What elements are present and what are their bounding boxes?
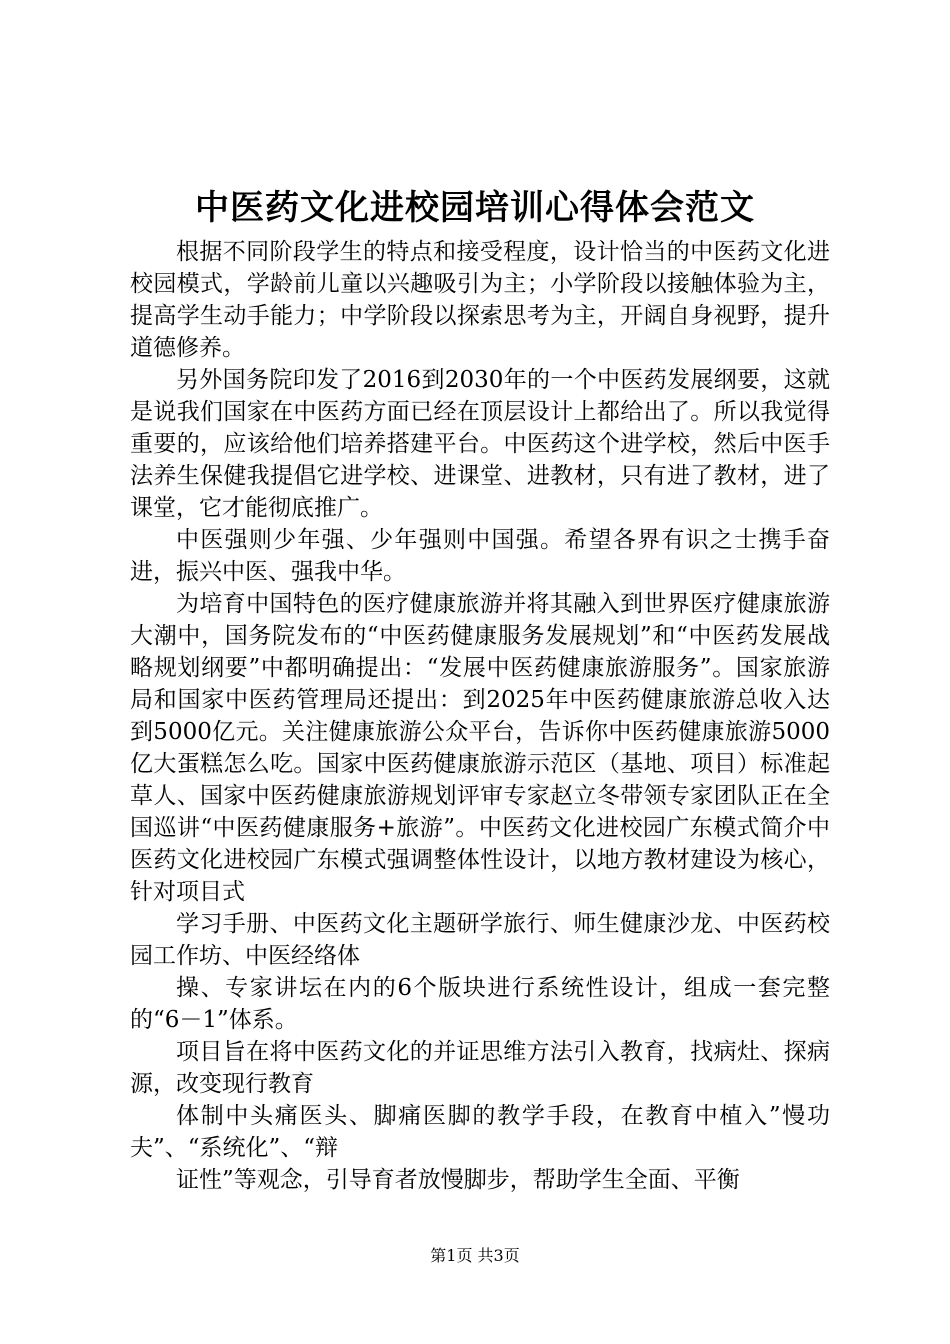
document-body bbox=[130, 236, 830, 1196]
paragraph: 根据不同阶段学生的特点和接受程度，设计恰当的中医药文化进校园模式，学龄前儿童以兴趣吸引为主；小学阶段以接触体验为主，提高学生动手能力；中学阶段以探索思考为主，开阔自身视野，提升道德修养。 bbox=[130, 239, 830, 361]
paragraph: 操、专家讲坛在内的6个版块进行系统性设计，组成一套完整的“6－1”体系。 bbox=[130, 975, 830, 1033]
page-number-footer: 第1页 共3页 bbox=[430, 1246, 520, 1265]
paragraph: 中医强则少年强、少年强则中国强。希望各界有识之士携手奋进，振兴中医、强我中华。 bbox=[130, 527, 830, 585]
paragraph: 学习手册、中医药文化主题研学旅行、师生健康沙龙、中医药校园工作坊、中医经络体 bbox=[130, 911, 830, 969]
document-title: 中医药文化进校园培训心得体会范文 bbox=[195, 188, 755, 228]
paragraph: 为培育中国特色的医疗健康旅游并将其融入到世界医疗健康旅游大潮中，国务院发布的“中医药健康服务发展规划”和“中医药发展战略规划纲要”中都明确提出：“发展中医药健康旅游服务”。国家旅游局和国家中医药管理局还提出：到2025年中医药健康旅游总收入达到5000亿元。关注健康旅游公众平台，告诉你中医药健康旅游5000亿大蛋糕怎么吃。国家中医药健康旅游示范区（基地、项目）标准起草人、国家中医药健康旅游规划评审专家赵立冬带领专家团队正在全国巡讲“中医药健康服务+旅游”。中医药文化进校园广东模式简介中医药文化进校园广东模式强调整体性设计，以地方教材建设为核心，针对项目式 bbox=[130, 591, 830, 905]
paragraph: 另外国务院印发了2016到2030年的一个中医药发展纲要，这就是说我们国家在中医药方面已经在顶层设计上都给出了。所以我觉得重要的，应该给他们培养搭建平台。中医药这个进学校，然后中医手法养生保健我提倡它进学校、进课堂、进教材，只有进了教材，进了课堂，它才能彻底推广。 bbox=[130, 367, 830, 521]
paragraph: 体制中头痛医头、脚痛医脚的教学手段，在教育中植入”慢功夫”、“系统化”、“辩 bbox=[130, 1103, 830, 1161]
paragraph: 证性”等观念，引导育者放慢脚步，帮助学生全面、平衡 bbox=[176, 1167, 740, 1193]
paragraph: 项目旨在将中医药文化的并证思维方法引入教育，找病灶、探病源，改变现行教育 bbox=[130, 1039, 830, 1097]
